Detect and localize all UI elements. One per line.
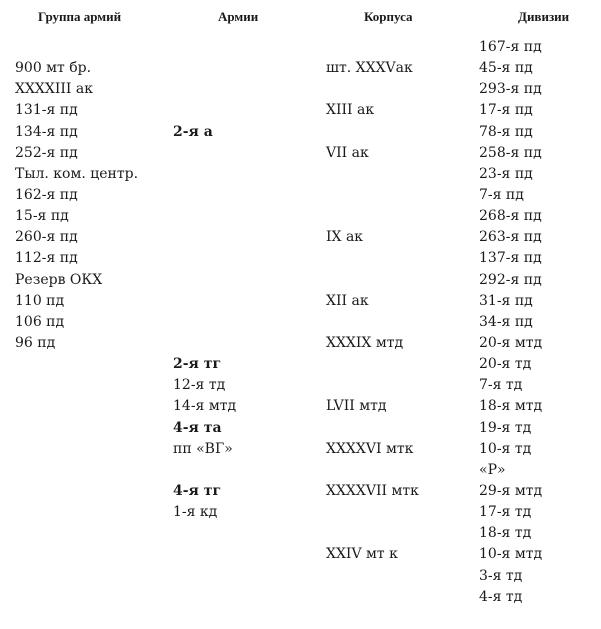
army-group-entry (15, 587, 138, 608)
division-entry: 263-я пд (479, 229, 542, 246)
corps-entry: XXXXVII мтк (326, 482, 419, 499)
army-entry: 4-я тг (173, 482, 222, 499)
army-entry: 2-я а (173, 123, 213, 140)
corps-entry (326, 206, 419, 227)
army-entry (173, 206, 236, 227)
division-entry: 45-я пд (479, 60, 533, 77)
division-entry: 10-я тд (479, 440, 532, 457)
army-entry (173, 37, 236, 58)
army-entry (173, 333, 236, 354)
army-group-entry (15, 396, 138, 417)
corps-entry (326, 164, 419, 185)
army-group-entry (15, 460, 138, 481)
army-entry (173, 544, 236, 565)
corps-entry (326, 523, 419, 544)
corps-entry (326, 79, 419, 100)
army-group-entry: 96 пд (15, 334, 56, 351)
army-entry (173, 79, 236, 100)
corps-entry (326, 375, 419, 396)
header-armies: Армии (218, 9, 259, 24)
army-group-entry: 252-я пд (15, 144, 78, 161)
army-group-entry (15, 481, 138, 502)
army-group-entry (15, 566, 138, 587)
division-entry: 29-я мтд (479, 482, 543, 499)
division-entry: 3-я тд (479, 567, 523, 584)
division-entry: 7-я пд (479, 186, 524, 203)
army-entry (173, 291, 236, 312)
division-entry: 292-я пд (479, 271, 542, 288)
army-entry (173, 248, 236, 269)
division-entry: «Р» (479, 461, 506, 478)
corps-entry: VII ак (326, 144, 369, 161)
division-entry: 18-я тд (479, 525, 532, 542)
army-group-entry (15, 37, 138, 58)
army-group-entry: Тыл. ком. центр. (15, 165, 139, 182)
corps-entry: шт. XXXVак (326, 60, 413, 77)
army-entry (173, 587, 236, 608)
army-entry: 2-я тг (173, 356, 222, 373)
army-group-entry: 15-я пд (15, 208, 69, 225)
corps-entry (326, 122, 419, 143)
army-entry (173, 608, 236, 629)
army-group-entry (15, 544, 138, 565)
corps-entry: XXXXVI мтк (326, 440, 414, 457)
division-entry: 23-я пд (479, 165, 533, 182)
army-group-entry (15, 418, 138, 439)
army-group-column (15, 37, 138, 629)
division-entry: 258-я пд (479, 144, 542, 161)
army-group-entry (15, 523, 138, 544)
corps-entry (326, 185, 419, 206)
army-entry: 14-я мтд (173, 398, 237, 415)
corps-entry (326, 608, 419, 629)
army-entry (173, 460, 236, 481)
corps-entry: IX ак (326, 229, 364, 246)
corps-entry: XXXIX мтд (326, 334, 404, 351)
corps-entry (326, 248, 419, 269)
corps-entry (326, 354, 419, 375)
armies-column (173, 37, 236, 629)
army-entry: 12-я тд (173, 377, 226, 394)
army-entry (173, 270, 236, 291)
division-entry: 17-я тд (479, 504, 532, 521)
corps-entry: XIII ак (326, 102, 375, 119)
division-entry: 17-я пд (479, 102, 533, 119)
army-entry (173, 143, 236, 164)
army-entry (173, 164, 236, 185)
division-entry: 31-я пд (479, 292, 533, 309)
army-entry (173, 566, 236, 587)
army-group-entry: 162-я пд (15, 186, 78, 203)
division-entry: 19-я тд (479, 419, 532, 436)
army-group-entry (15, 354, 138, 375)
division-entry: 10-я мтд (479, 546, 543, 563)
army-group-entry: 131-я пд (15, 102, 78, 119)
army-entry (173, 58, 236, 79)
division-entry: 4-я тд (479, 588, 523, 605)
army-entry: пп «ВГ» (173, 440, 233, 457)
army-group-entry: 106 пд (15, 313, 65, 330)
army-group-entry: 112-я пд (15, 250, 78, 267)
corps-entry: XII ак (326, 292, 369, 309)
army-group-entry (15, 502, 138, 523)
header-corps: Корпуса (364, 9, 413, 24)
division-entry: 7-я тд (479, 377, 523, 394)
corps-entry: LVII мтд (326, 398, 387, 415)
corps-entry (326, 418, 419, 439)
army-group-entry: 900 мт бр. (15, 60, 92, 77)
division-entry: 18-я мтд (479, 398, 543, 415)
division-entry: 78-я пд (479, 123, 533, 140)
army-group-entry: 134-я пд (15, 123, 78, 140)
army-entry (173, 185, 236, 206)
corps-entry (326, 37, 419, 58)
corps-entry (326, 502, 419, 523)
army-entry (173, 100, 236, 121)
divisions-column (479, 37, 542, 608)
army-group-entry (15, 375, 138, 396)
corps-column (326, 37, 419, 629)
army-entry: 4-я та (173, 419, 222, 436)
army-group-entry (15, 439, 138, 460)
header-divisions: Дивизии (518, 9, 570, 24)
army-entry (173, 227, 236, 248)
army-entry: 1-я кд (173, 504, 218, 521)
army-group-entry: 260-я пд (15, 229, 78, 246)
corps-entry (326, 566, 419, 587)
division-entry: 20-я тд (479, 356, 532, 373)
header-army-group: Группа армий (38, 9, 122, 24)
corps-entry (326, 270, 419, 291)
corps-entry (326, 312, 419, 333)
army-group-entry: XXXXIII ак (15, 81, 94, 98)
corps-entry (326, 587, 419, 608)
army-entry (173, 523, 236, 544)
army-entry (173, 312, 236, 333)
division-entry: 20-я мтд (479, 334, 543, 351)
division-entry: 293-я пд (479, 81, 542, 98)
corps-entry (326, 460, 419, 481)
army-group-entry: Резерв ОКХ (15, 271, 103, 288)
division-entry: 34-я пд (479, 313, 533, 330)
corps-entry: XXIV мт к (326, 546, 398, 563)
army-group-entry (15, 608, 138, 629)
division-entry: 167-я пд (479, 39, 542, 55)
division-entry: 137-я пд (479, 250, 542, 267)
army-group-entry: 110 пд (15, 292, 65, 309)
division-entry: 268-я пд (479, 208, 542, 225)
